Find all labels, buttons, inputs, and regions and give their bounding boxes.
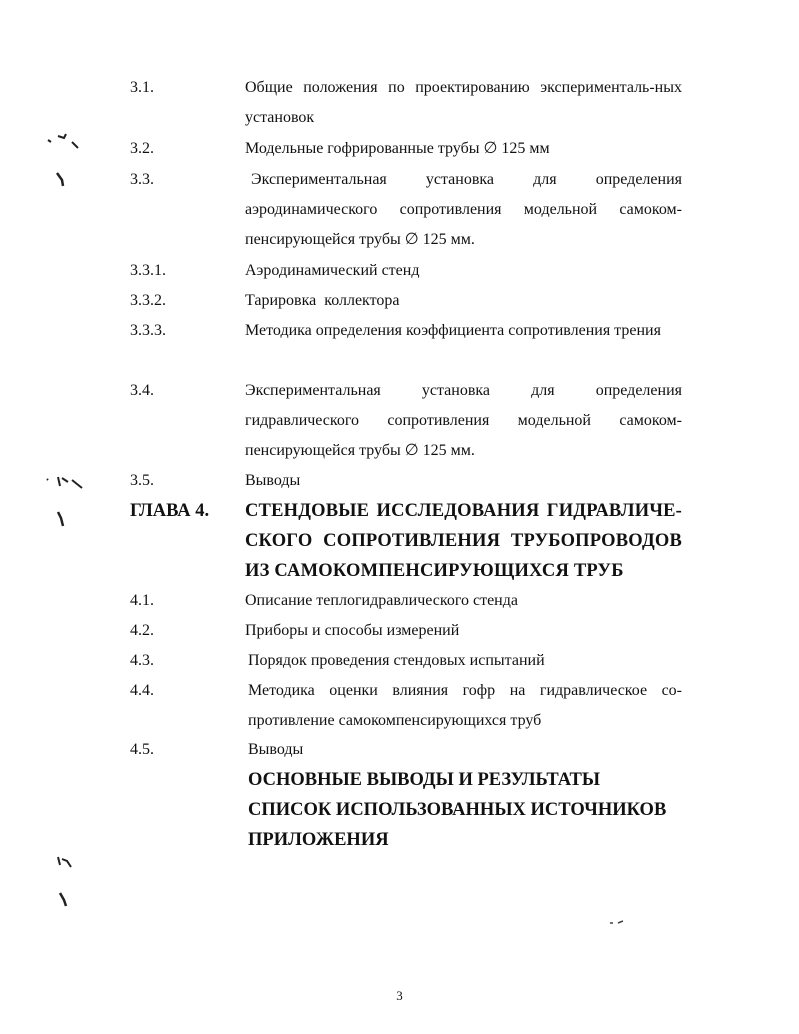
toc-number: 3.1. xyxy=(130,79,154,96)
toc-title: Методика оценки влияния гофр на гидравлическое со-противление самокомпенсирующихся труб xyxy=(248,682,682,729)
scan-mark xyxy=(44,474,84,490)
toc-number: 3.3.3. xyxy=(130,322,166,339)
toc-title: Описание теплогидравлического стенда xyxy=(245,592,518,609)
scan-mark xyxy=(57,890,71,908)
toc-number: 4.4. xyxy=(130,682,154,699)
toc-title: Порядок проведения стендовых испытаний xyxy=(248,652,545,669)
toc-number: 4.2. xyxy=(130,622,154,639)
scan-mark xyxy=(54,170,68,188)
toc-title: Модельные гофрированные трубы ∅ 125 мм xyxy=(245,140,550,157)
toc-number: 4.3. xyxy=(130,652,154,669)
toc-number: 3.4. xyxy=(130,382,154,399)
scan-mark xyxy=(608,918,626,926)
toc-number: 3.3. xyxy=(130,171,154,188)
chapter-label: ГЛАВА 4. xyxy=(130,501,210,521)
toc-title: Тарировка коллектора xyxy=(245,292,400,309)
page-number: 3 xyxy=(396,988,403,1003)
toc-title: Экспериментальная установка для определения гидравлического сопротивления модельной самоком-пенсирующейся трубы ∅ 125 мм. xyxy=(245,382,682,459)
toc-title: Выводы xyxy=(248,741,304,758)
toc-number: 3.3.2. xyxy=(130,292,166,309)
toc-number: 3.3.1. xyxy=(130,262,166,279)
toc-number: 4.1. xyxy=(130,592,154,609)
scan-mark xyxy=(46,130,80,152)
toc-title: Выводы xyxy=(245,472,301,489)
toc-title: ПРИЛОЖЕНИЯ xyxy=(248,830,389,850)
scan-mark xyxy=(55,855,75,871)
toc-number: 4.5. xyxy=(130,741,154,758)
toc-number: 3.5. xyxy=(130,472,154,489)
toc-title: СПИСОК ИСПОЛЬЗОВАННЫХ ИСТОЧНИКОВ xyxy=(248,800,667,820)
toc-number: 3.2. xyxy=(130,140,154,157)
chapter-title: СТЕНДОВЫЕ ИССЛЕДОВАНИЯ ГИДРАВЛИЧЕ-СКОГО СОПРОТИВЛЕНИЯ ТРУБОПРОВОДОВ ИЗ САМОКОМПЕНСИРУЮЩИХСЯ ТРУБ xyxy=(245,501,682,581)
toc-title: Аэродинамический стенд xyxy=(245,262,420,279)
toc-title: Экспериментальная установка для определения аэродинамического сопротивления модельной самоком-пенсирующейся трубы ∅ 125 мм. xyxy=(245,171,682,248)
toc-title: Приборы и способы измерений xyxy=(245,622,460,639)
toc-title: ОСНОВНЫЕ ВЫВОДЫ И РЕЗУЛЬТАТЫ xyxy=(248,770,601,790)
toc-title: Методика определения коэффициента сопротивления трения xyxy=(245,322,661,339)
toc-title: Общие положения по проектированию эксперименталь-ных установок xyxy=(245,79,682,126)
scan-mark xyxy=(55,508,69,528)
